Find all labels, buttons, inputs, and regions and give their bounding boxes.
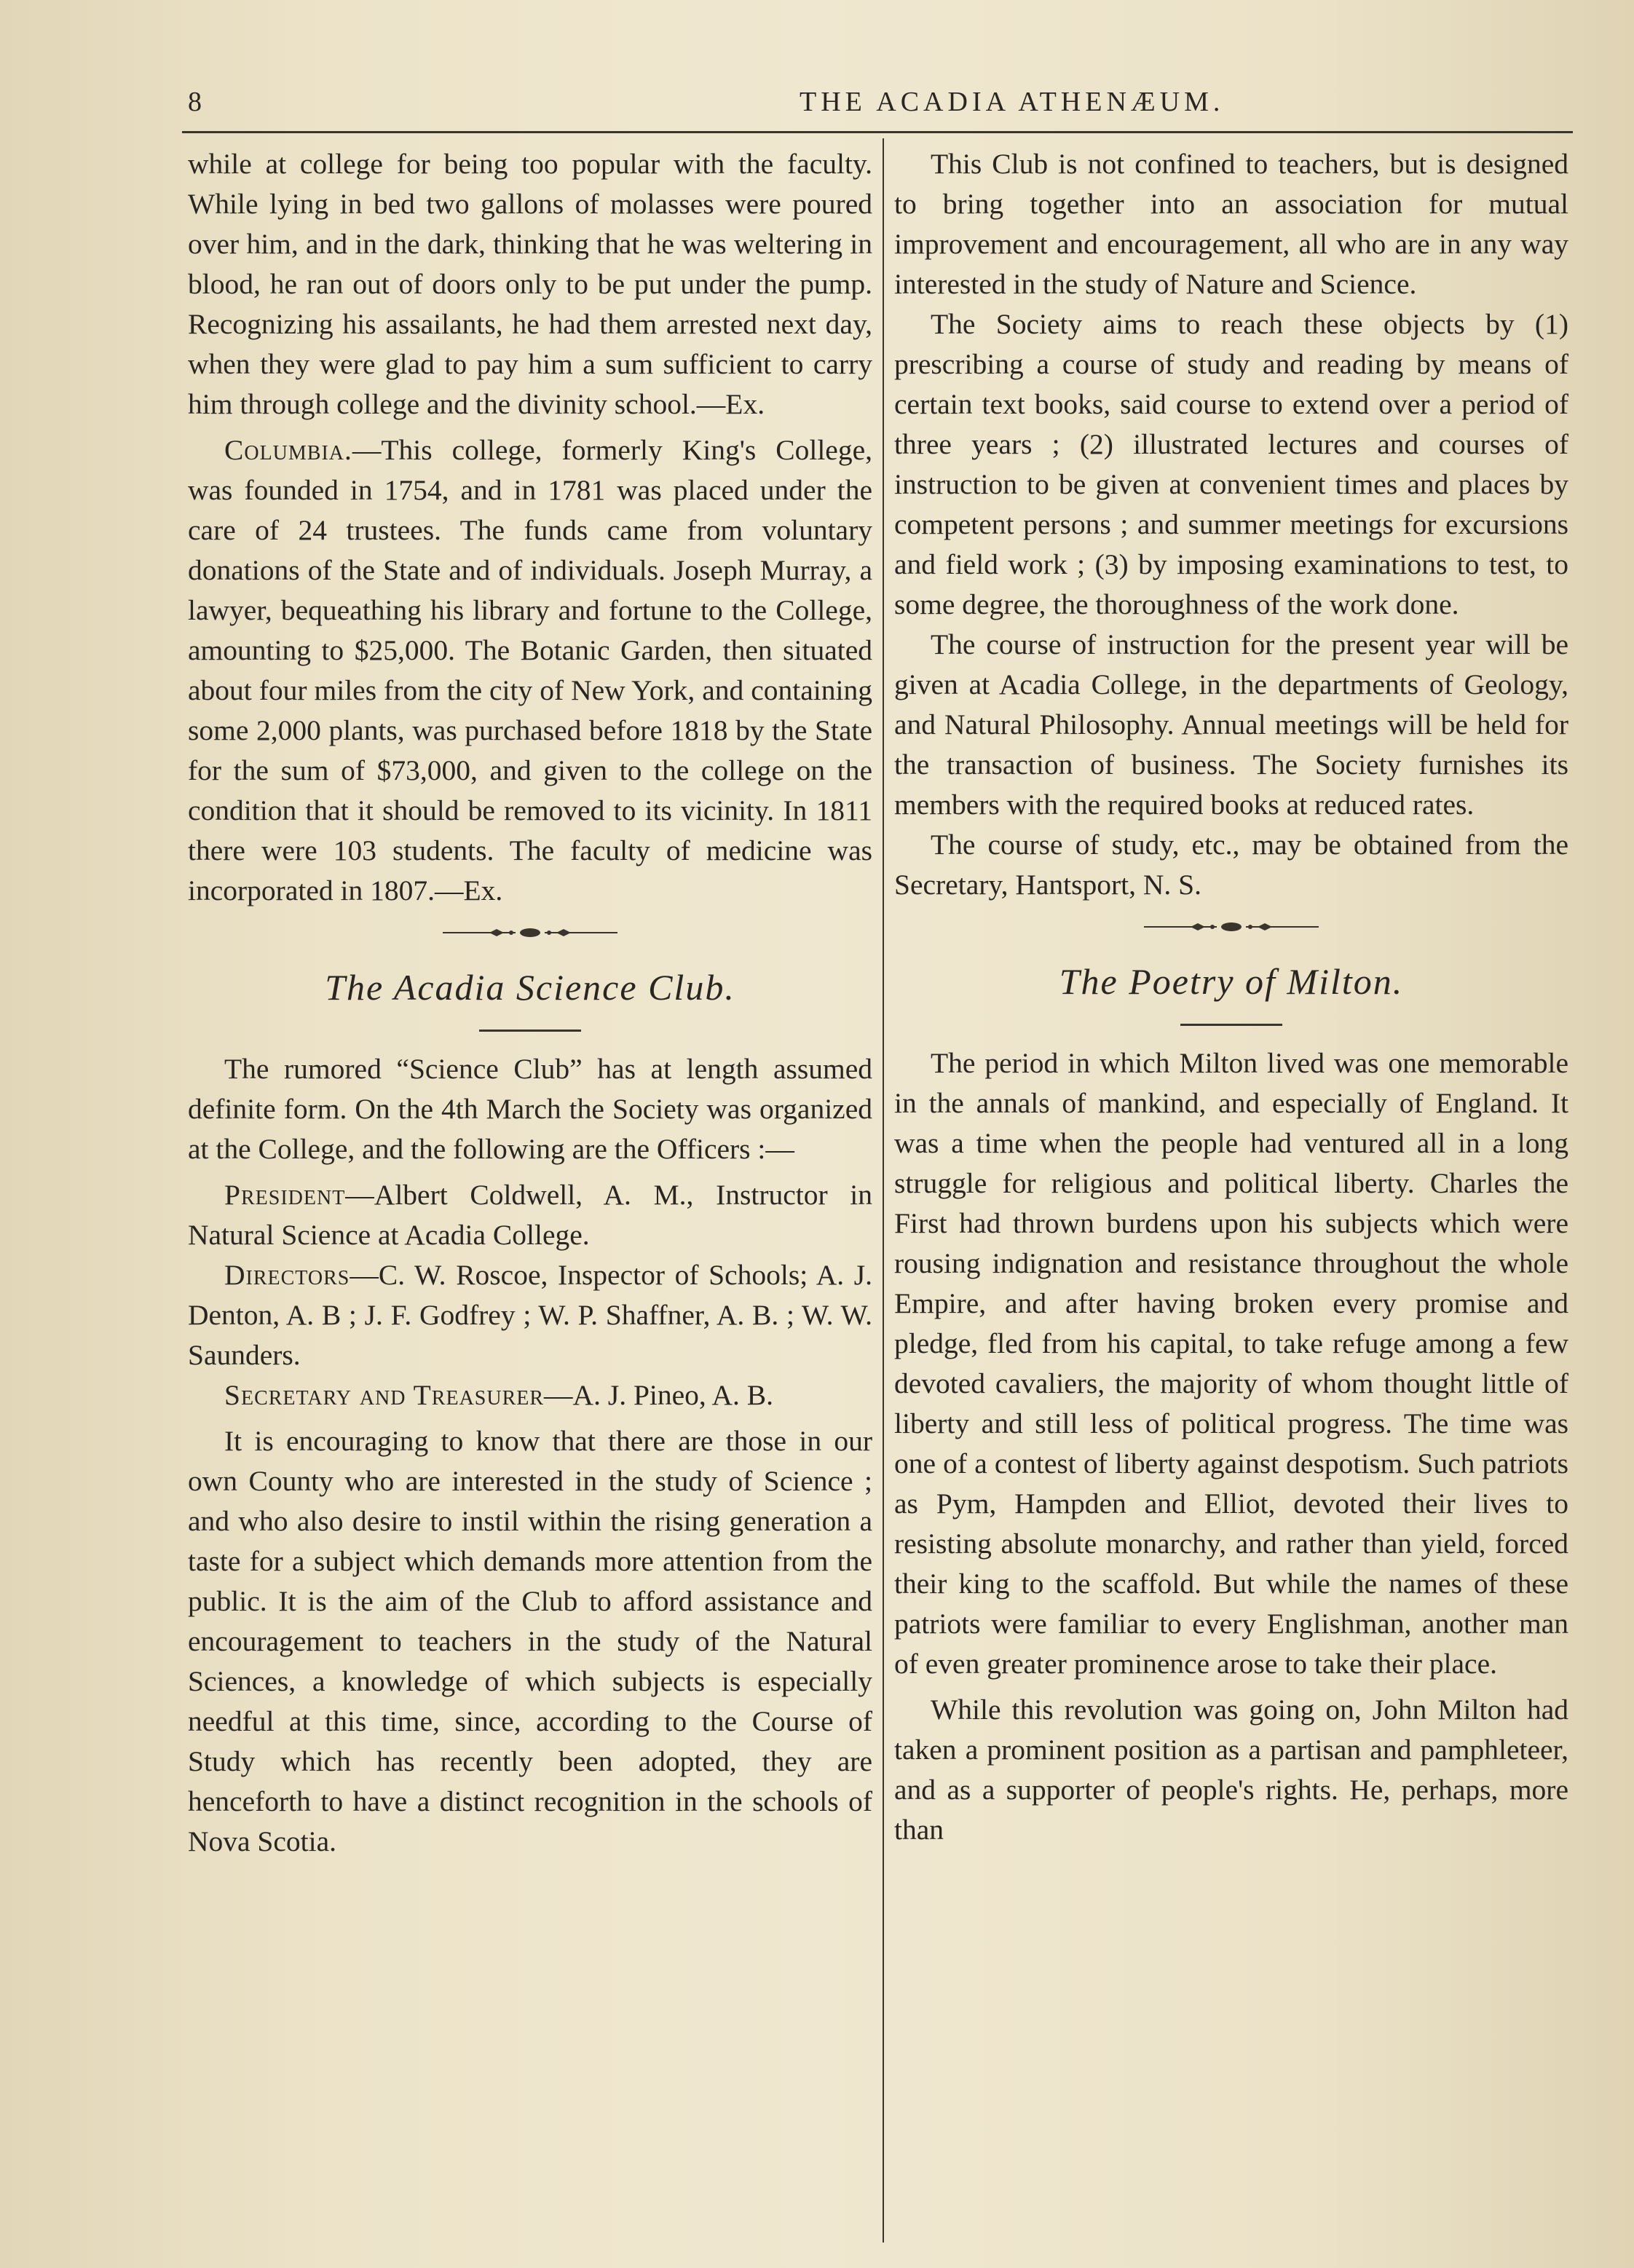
paragraph-encouraging: It is encouraging to know that there are those in our own County who are interested in the study of Science ; and who also desire to instil within the rising generation a taste for a subject which demands more attention from the public. It is the aim of the Club to afford assistance and encouragement to teachers in the study of the Natural Sciences, a knowledge of which subjects is especially needful at this time, since, according to the Course of Study which has recently been adopted, they are henceforth to have a distinct recognition in the schools of Nova Scotia. [188,1425,872,1857]
paragraph-text: —A. J. Pineo, A. B. [544,1379,773,1411]
paragraph-columbia [188,430,872,911]
paragraph-lead: Columbia. [224,434,352,466]
paragraph-milton-period: The period in which Milton lived was one memorable in the annals of mankind, and especially of England. It was a time when the people had ventured all in a long struggle for religious and political liberty. Charles the First had thrown burdens upon his subjects which were rousing indignation and resistance throughout the whole Empire, and after having broken every promise and pledge, fled from his capital, to take refuge among a few devoted cavaliers, the majority of whom thought little of liberty and still less of political progress. The time was one of a contest of liberty against despotism. Such patriots as Pym, Hampden and Elliot, devoted their lives to resisting absolute monarchy, and rather than yield, forced their king to the scaffold. But while the names of these patriots were familiar to every Englishman, another man of even greater prominence arose to take their place. [894,1047,1568,1680]
paragraph-intro: The rumored “Science Club” has at length assumed definite form. On the 4th March the Society was organized at the College, and the following are the Officers :— [188,1053,872,1165]
ornament-divider [188,911,872,955]
paragraph-lead: Secretary and Treasurer [224,1379,545,1411]
paragraph-secretary [188,1375,872,1415]
paragraph-milton-revolution: While this revolution was going on, John Milton had taken a prominent position as a partisan and pamphleteer, and as a supporter of people's rights. He, perhaps, more than [894,1694,1568,1846]
paragraph-president [188,1175,872,1255]
paragraph-club-purpose: This Club is not confined to teachers, but is designed to bring together into an association for mutual improvement and encouragement, all who are in any way interested in the study of Nature and Science. [894,148,1568,300]
ornament-rule-icon [443,925,617,940]
page-number: 8 [188,87,205,117]
section-title-science-club: The Acadia Science Club. [325,967,735,1008]
paragraph-text: —C. W. Roscoe, Inspector of Schools; A. J. Denton, A. B ; J. F. Godfrey ; W. P. Shaffner, A. B. ; W. W. Saunders. [188,1259,872,1371]
ornament-rule-icon [1144,920,1319,934]
title-rule [1180,1024,1282,1026]
paragraph-course: The course of instruction for the present year will be given at Acadia College, in the departments of Geology, and Natural Philosophy. Annual meetings will be held for the transaction of business. The Society furnishes its members with the required books at reduced rates. [894,628,1568,821]
journal-title: THE ACADIA ATHENÆUM. [800,87,1225,117]
paragraph-lead: Directors [224,1259,350,1291]
running-head [188,86,1571,130]
paragraph-lead: President [224,1179,346,1211]
section-title-milton: The Poetry of Milton. [1059,961,1404,1002]
title-rule [479,1030,581,1032]
paragraph-text: —This college, formerly King's College, was founded in 1754, and in 1781 was placed under the care of 24 trustees. The funds came from voluntary donations of the State and of individuals. Joseph Murray, a lawyer, bequeathing his library and fortune to the College, amounting to $25,000. The Botanic Garden, then situated about four miles from the city of New York, and containing some 2,000 plants, was purchased before 1818 by the State for the sum of $73,000, and given to the college on the condition that it should be removed to its vicinity. In 1811 there were 103 students. The faculty of medicine was incorporated in 1807.—Ex. [188,434,872,906]
ornament-divider [894,905,1568,949]
left-column [188,144,872,1862]
paragraph-society-aims: The Society aims to reach these objects by (1) prescribing a course of study and reading by means of certain text books, said course to extend over a period of three years ; (2) illustrated lectures and courses of instruction to be given at convenient times and places by competent persons ; and summer meetings for excursions and field work ; (3) by imposing examinations to test, to some degree, the thoroughness of the work done. [894,308,1568,620]
paragraph-continued: while at college for being too popular with the faculty. While lying in bed two gallons of molasses were poured over him, and in the dark, thinking that he was weltering in blood, he ran out of doors only to be put under the pump. Recognizing his assailants, he had them arrested next day, when they were glad to pay him a sum sufficient to carry him through college and the divinity school.—Ex. [188,148,872,420]
paragraph-secretary-contact: The course of study, etc., may be obtained from the Secretary, Hantsport, N. S. [894,829,1568,901]
paragraph-text: —Albert Coldwell, A. M., Instructor in Natural Science at Acadia College. [188,1179,872,1251]
right-column [894,144,1568,1850]
paragraph-directors [188,1255,872,1375]
header-rule [182,131,1573,133]
column-divider [883,138,884,2243]
